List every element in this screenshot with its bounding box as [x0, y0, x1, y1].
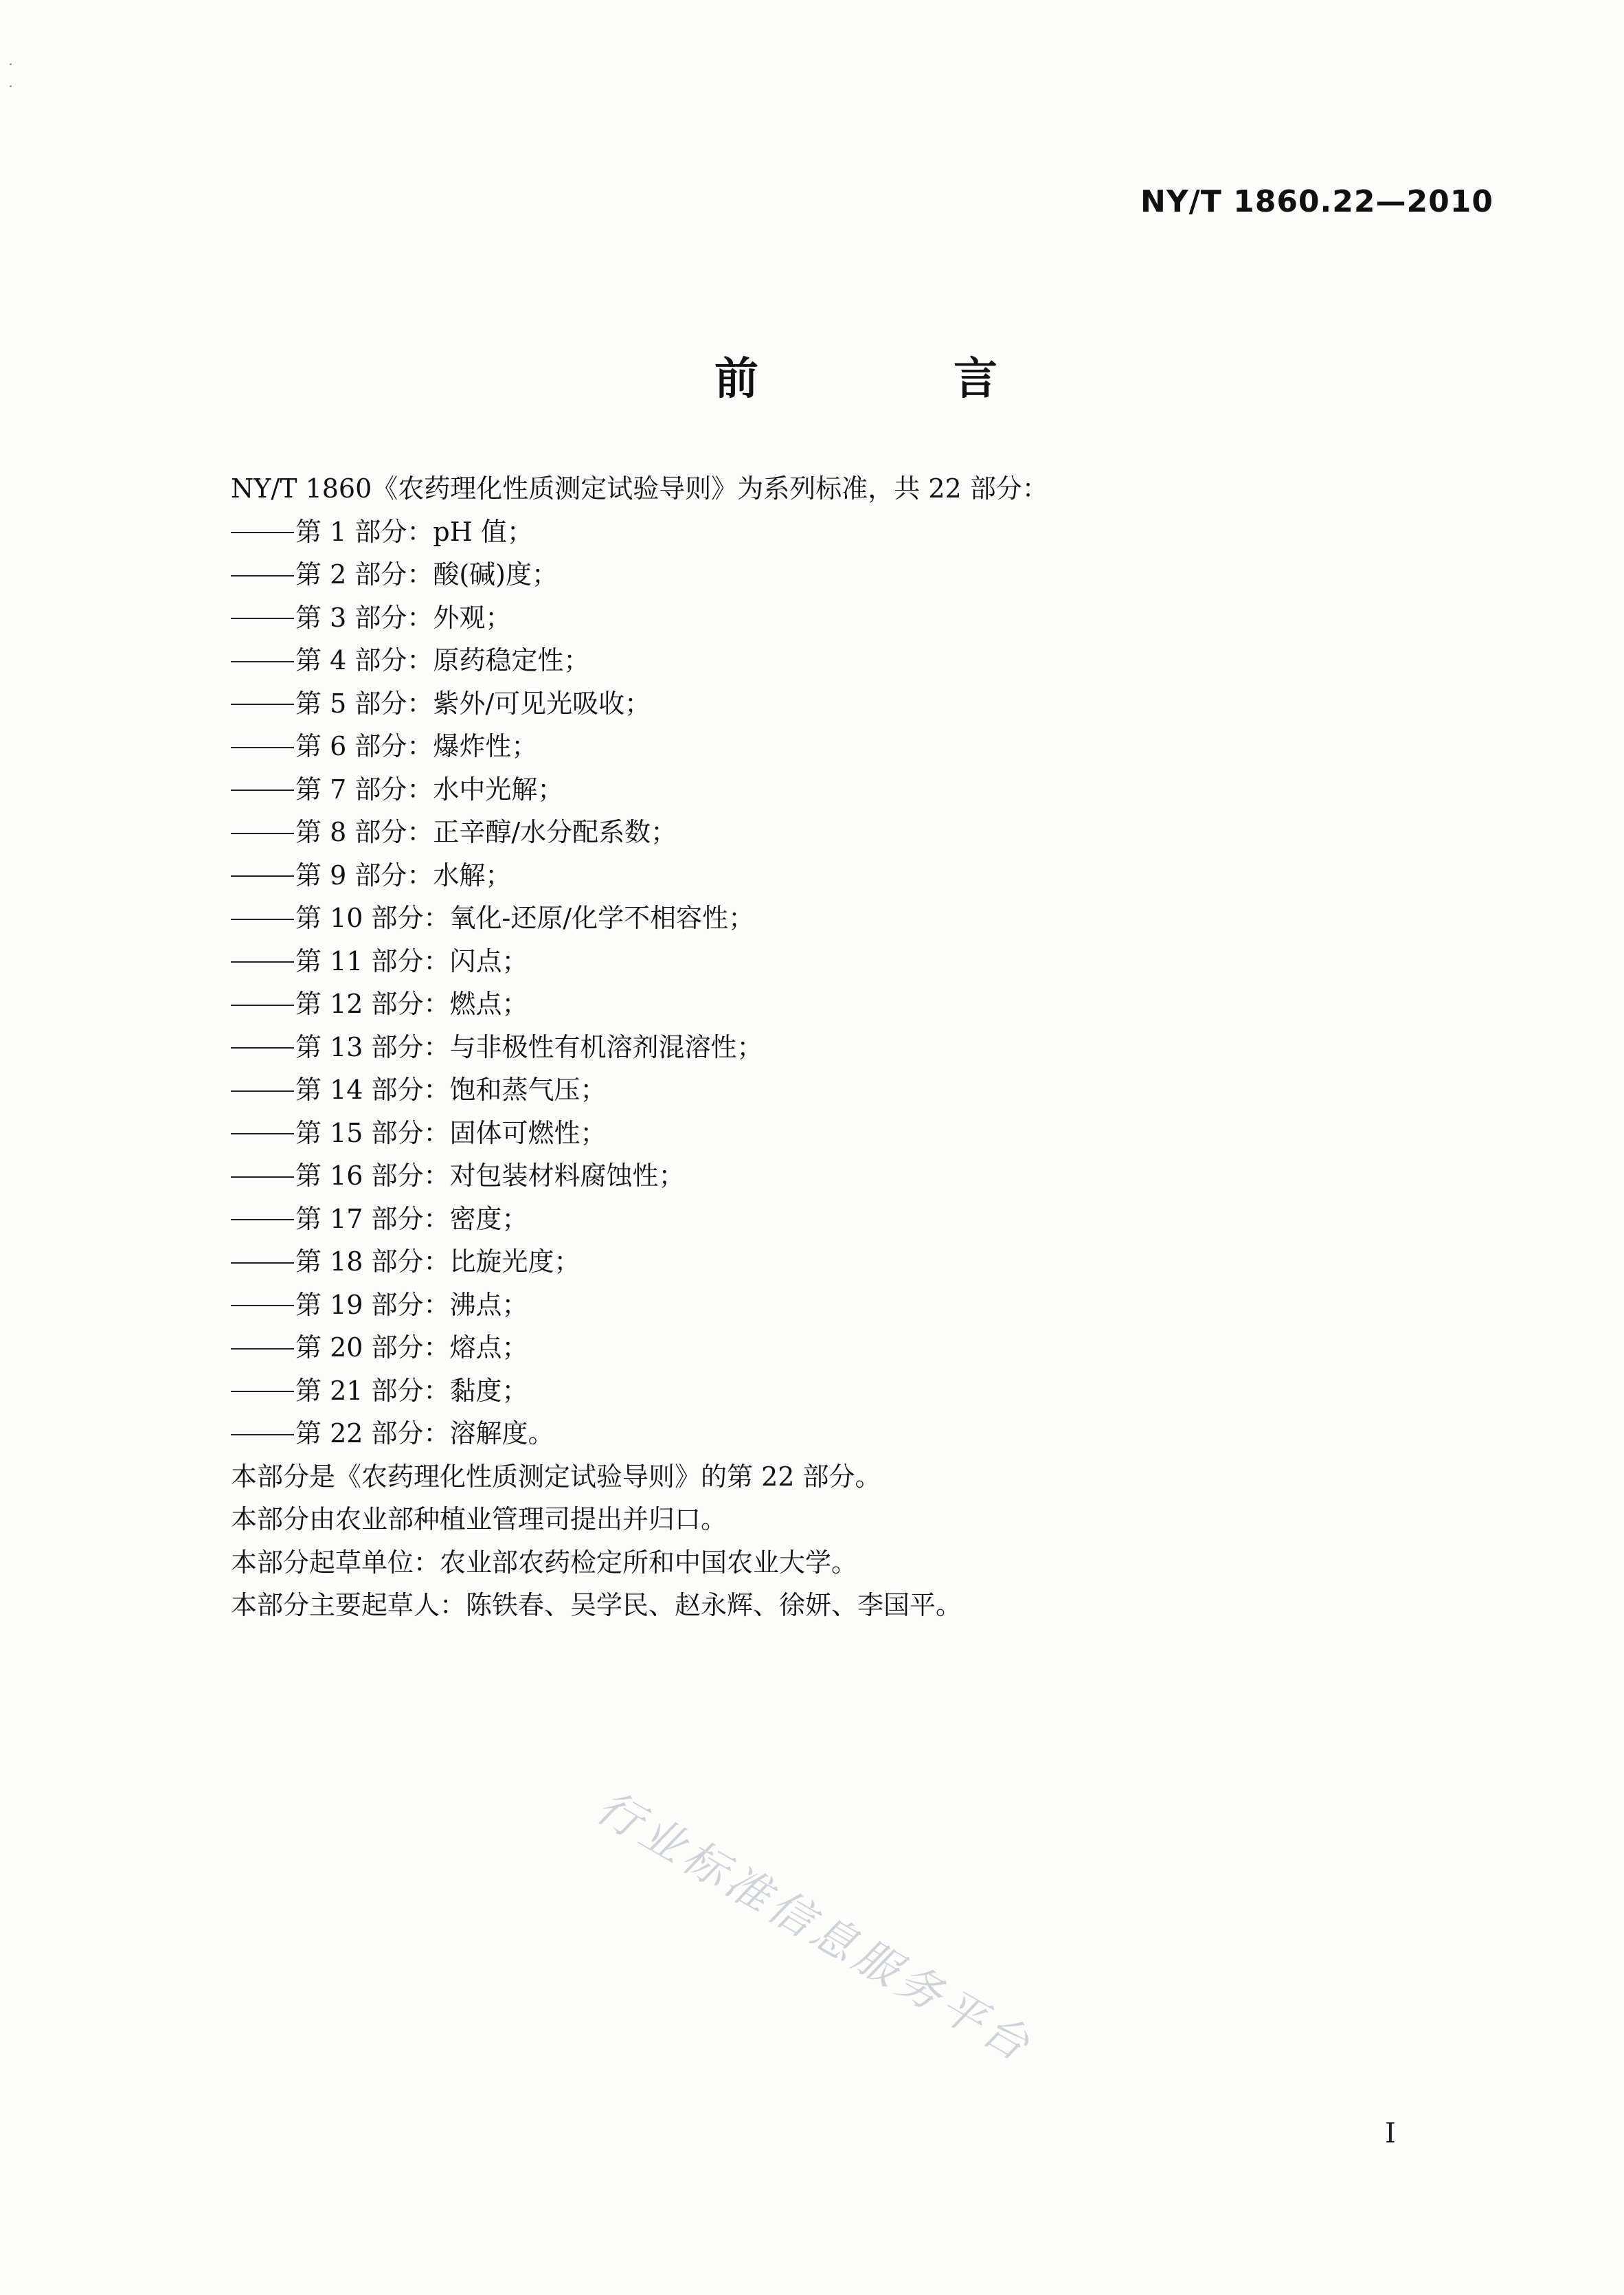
dash-mark: [231, 1047, 294, 1049]
intro-line: NY/T 1860《农药理化性质测定试验导则》为系列标准，共 22 部分：: [231, 473, 1048, 504]
list-item: [231, 639, 1454, 682]
dash-mark: [231, 1348, 294, 1350]
part-label: 第 6 部分：爆炸性；: [295, 731, 538, 761]
dash-mark: [231, 1262, 294, 1264]
list-item: [231, 1369, 1454, 1413]
dash-mark: [231, 575, 294, 576]
list-item: [231, 983, 1454, 1026]
list-item: [231, 1326, 1454, 1369]
list-item: [231, 553, 1454, 596]
dash-mark: [231, 704, 294, 705]
list-item: [231, 1112, 1454, 1155]
part-label: 第 13 部分：与非极性有机溶剂混溶性；: [295, 1031, 763, 1062]
list-item: [231, 1198, 1454, 1241]
part-label: 第 1 部分：pH 值；: [295, 516, 533, 547]
part-label: 第 19 部分：沸点；: [295, 1289, 528, 1320]
part-label: 第 4 部分：原药稳定性；: [295, 645, 590, 675]
dash-mark: [231, 1176, 294, 1178]
watermark-text: 行业标准信息服务平台: [587, 1781, 1042, 2074]
dash-mark: [231, 661, 294, 662]
list-item: [231, 1026, 1454, 1069]
list-item: [231, 596, 1454, 640]
list-item: [231, 725, 1454, 768]
dash-mark: [231, 1305, 294, 1306]
dash-mark: [231, 1133, 294, 1134]
part-label: 第 18 部分：比旋光度；: [295, 1246, 580, 1277]
part-label: 第 8 部分：正辛醇/水分配系数；: [295, 817, 677, 847]
part-label: 第 21 部分：黏度；: [295, 1375, 528, 1406]
list-item: [231, 1068, 1454, 1112]
dash-mark: [231, 961, 294, 963]
list-item: [231, 1240, 1454, 1284]
foreword-body: [231, 467, 1454, 1627]
list-item: [231, 1284, 1454, 1327]
statement-part-number: 本部分是《农药理化性质测定试验导则》的第 22 部分。: [231, 1461, 881, 1492]
statement-drafting-units: 本部分起草单位：农业部农药检定所和中国农业大学。: [231, 1547, 858, 1578]
scan-speck: [10, 63, 12, 65]
dash-mark: [231, 747, 294, 748]
dash-mark: [231, 875, 294, 877]
part-label: 第 17 部分：密度；: [295, 1203, 528, 1234]
dash-mark: [231, 618, 294, 619]
dash-mark: [231, 919, 294, 920]
statement-proposer: 本部分由农业部种植业管理司提出并归口。: [231, 1504, 728, 1534]
part-label: 第 20 部分：熔点；: [295, 1332, 528, 1363]
statement-drafters: 本部分主要起草人：陈铁春、吴学民、赵永辉、徐妍、李国平。: [231, 1590, 962, 1620]
part-label: 第 15 部分：固体可燃性；: [295, 1117, 607, 1148]
part-label: 第 11 部分：闪点；: [295, 945, 528, 976]
part-label: 第 14 部分：饱和蒸气压；: [295, 1075, 607, 1105]
dash-mark: [231, 790, 294, 791]
part-label: 第 5 部分：紫外/可见光吸收；: [295, 688, 651, 719]
part-label: 第 22 部分：溶解度。: [295, 1418, 554, 1448]
list-item: [231, 1154, 1454, 1198]
part-label: 第 2 部分：酸(碱)度；: [295, 559, 558, 590]
part-label: 第 16 部分：对包装材料腐蚀性；: [295, 1161, 685, 1191]
dash-mark: [231, 532, 294, 533]
dash-mark: [231, 1090, 294, 1092]
part-label: 第 9 部分：水解；: [295, 860, 512, 891]
list-item: [231, 511, 1454, 554]
part-label: 第 7 部分：水中光解；: [295, 774, 564, 805]
dash-mark: [231, 1391, 294, 1392]
list-item: [231, 1412, 1454, 1455]
list-item: [231, 940, 1454, 983]
list-item: [231, 768, 1454, 811]
parts-list: [231, 511, 1454, 1455]
scan-speck: [10, 85, 12, 87]
standard-code: NY/T 1860.22—2010: [1140, 184, 1493, 219]
list-item: [231, 897, 1454, 940]
dash-mark: [231, 833, 294, 834]
page-number: I: [1385, 2118, 1396, 2149]
page-title: 前 言: [714, 354, 1073, 405]
part-label: 第 12 部分：燃点；: [295, 989, 528, 1019]
part-label: 第 3 部分：外观；: [295, 602, 512, 633]
list-item: [231, 811, 1454, 854]
dash-mark: [231, 1434, 294, 1435]
list-item: [231, 854, 1454, 897]
dash-mark: [231, 1005, 294, 1006]
list-item: [231, 682, 1454, 726]
part-label: 第 10 部分：氧化-还原/化学不相容性；: [295, 903, 755, 933]
dash-mark: [231, 1219, 294, 1220]
